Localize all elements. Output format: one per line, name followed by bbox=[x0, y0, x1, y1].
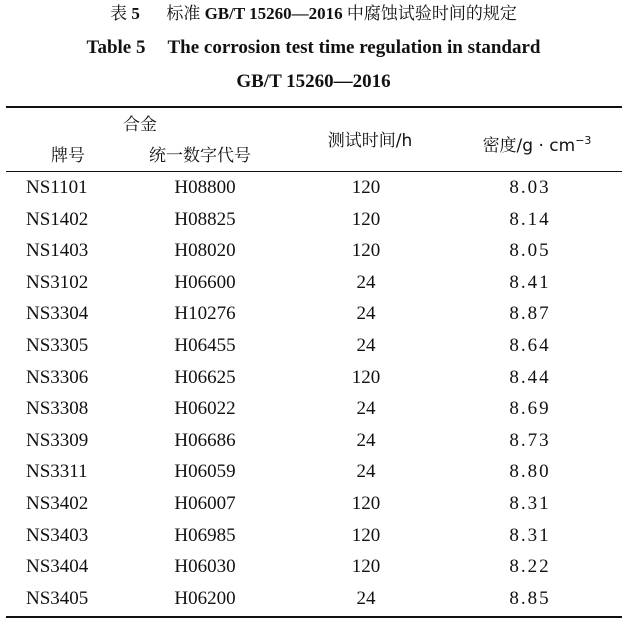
cell-density: 8.87 bbox=[509, 303, 551, 325]
table-row bbox=[0, 583, 627, 615]
cell-test-time: 24 bbox=[356, 303, 376, 325]
cell-test-time: 120 bbox=[351, 492, 381, 514]
caption-cn-title-pre: 标准 bbox=[166, 4, 201, 23]
header-alloy: 合金 bbox=[123, 115, 157, 135]
cell-unified-code: H08020 bbox=[174, 240, 236, 262]
header-density bbox=[462, 130, 612, 157]
table-caption-english bbox=[0, 36, 627, 60]
cell-unified-code: H06059 bbox=[174, 461, 236, 483]
cell-brand: NS3102 bbox=[26, 271, 89, 293]
cell-unified-code: H06022 bbox=[174, 398, 236, 420]
table-row bbox=[0, 204, 627, 236]
cell-brand: NS3306 bbox=[26, 366, 89, 388]
cell-brand: NS3403 bbox=[26, 524, 89, 546]
cell-density: 8.44 bbox=[509, 366, 551, 388]
caption-cn-label: 表 bbox=[110, 4, 128, 24]
table-caption-chinese bbox=[0, 2, 627, 26]
table-row bbox=[0, 267, 627, 299]
table-row bbox=[0, 298, 627, 330]
cell-brand: NS1403 bbox=[26, 240, 89, 262]
header-density-exponent: −3 bbox=[575, 134, 592, 147]
cell-unified-code: H06625 bbox=[174, 366, 236, 388]
table-row bbox=[0, 520, 627, 552]
table-top-rule bbox=[6, 106, 622, 108]
cell-test-time: 120 bbox=[351, 208, 381, 230]
table-row bbox=[0, 425, 627, 457]
cell-test-time: 120 bbox=[351, 524, 381, 546]
cell-unified-code: H06455 bbox=[174, 334, 236, 356]
cell-density: 8.64 bbox=[509, 334, 551, 356]
cell-test-time: 120 bbox=[351, 556, 381, 578]
cell-unified-code: H06007 bbox=[174, 492, 236, 514]
table-row bbox=[0, 393, 627, 425]
cell-brand: NS3311 bbox=[26, 461, 88, 483]
header-test-time: 测试时间/h bbox=[327, 131, 413, 151]
header-unified-code: 统一数字代号 bbox=[149, 146, 251, 166]
cell-test-time: 24 bbox=[356, 398, 376, 420]
cell-density: 8.41 bbox=[509, 271, 551, 293]
caption-en-title-line1: The corrosion test time regulation in standard bbox=[167, 37, 541, 58]
cell-test-time: 24 bbox=[356, 334, 376, 356]
cell-density: 8.14 bbox=[509, 208, 551, 230]
cell-density: 8.31 bbox=[509, 524, 551, 546]
cell-unified-code: H06985 bbox=[174, 524, 236, 546]
cell-brand: NS3304 bbox=[26, 303, 89, 325]
cell-density: 8.69 bbox=[509, 398, 551, 420]
caption-en-label: Table 5 bbox=[86, 37, 146, 58]
cell-test-time: 24 bbox=[356, 587, 376, 609]
cell-unified-code: H10276 bbox=[174, 303, 236, 325]
table-body bbox=[0, 172, 627, 614]
cell-test-time: 120 bbox=[351, 366, 381, 388]
cell-unified-code: H06030 bbox=[174, 556, 236, 578]
table-bottom-rule bbox=[6, 616, 622, 618]
cell-test-time: 120 bbox=[351, 177, 381, 198]
cell-unified-code: H06600 bbox=[174, 271, 236, 293]
cell-density: 8.22 bbox=[509, 556, 551, 578]
cell-density: 8.80 bbox=[509, 461, 551, 483]
cell-brand: NS1101 bbox=[26, 177, 88, 198]
header-density-unit: 密度/g · cm bbox=[482, 136, 576, 156]
cell-test-time: 24 bbox=[356, 461, 376, 483]
cell-density: 8.73 bbox=[509, 429, 551, 451]
cell-unified-code: H06686 bbox=[174, 429, 236, 451]
caption-cn-title-post: 中腐蚀试验时间的规定 bbox=[346, 4, 517, 23]
cell-brand: NS3305 bbox=[26, 334, 89, 356]
caption-en-title-line2: GB/T 15260—2016 bbox=[236, 71, 391, 92]
cell-density: 8.85 bbox=[509, 587, 551, 609]
cell-unified-code: H06200 bbox=[174, 587, 236, 609]
cell-brand: NS3309 bbox=[26, 429, 89, 451]
table-row bbox=[0, 456, 627, 488]
caption-cn-number: 5 bbox=[131, 4, 140, 23]
cell-density: 8.31 bbox=[509, 492, 551, 514]
cell-brand: NS3308 bbox=[26, 398, 89, 420]
cell-density: 8.03 bbox=[509, 177, 551, 198]
header-brand: 牌号 bbox=[51, 146, 85, 166]
cell-density: 8.05 bbox=[509, 240, 551, 262]
cell-test-time: 120 bbox=[351, 240, 381, 262]
table-row bbox=[0, 330, 627, 362]
table-row bbox=[0, 488, 627, 520]
table-row bbox=[0, 551, 627, 583]
cell-brand: NS3404 bbox=[26, 556, 89, 578]
cell-brand: NS3405 bbox=[26, 587, 89, 609]
table-row bbox=[0, 172, 627, 204]
cell-unified-code: H08825 bbox=[174, 208, 236, 230]
caption-cn-standard: GB/T 15260—2016 bbox=[204, 4, 343, 23]
cell-test-time: 24 bbox=[356, 271, 376, 293]
table-row bbox=[0, 235, 627, 267]
cell-brand: NS3402 bbox=[26, 492, 89, 514]
cell-test-time: 24 bbox=[356, 429, 376, 451]
cell-brand: NS1402 bbox=[26, 208, 89, 230]
cell-unified-code: H08800 bbox=[174, 177, 236, 198]
table-row bbox=[0, 362, 627, 394]
